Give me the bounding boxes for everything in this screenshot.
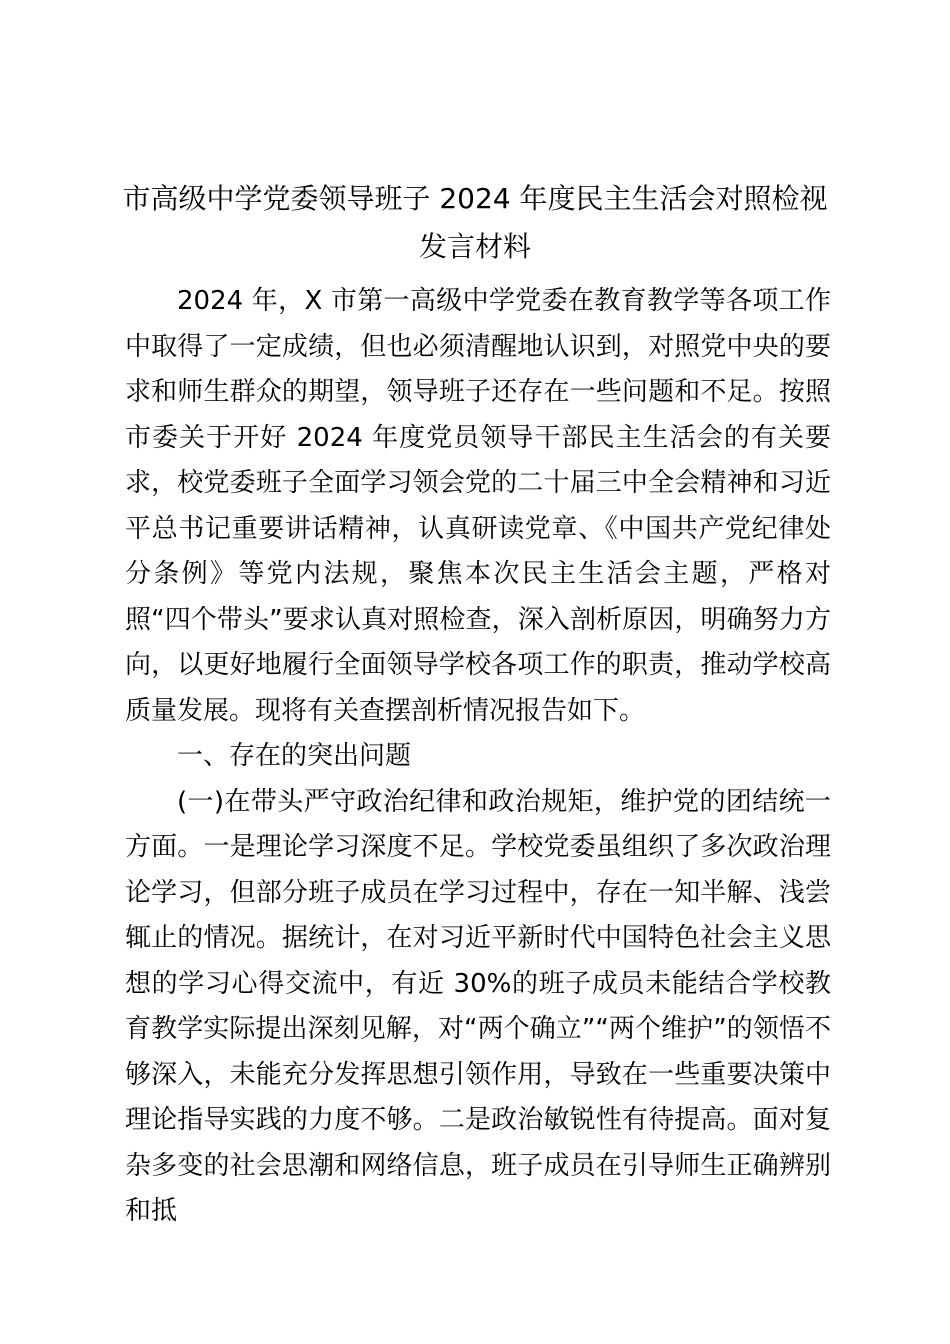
document-body [125,279,831,1235]
intro-paragraph: 2024 年，X 市第一高级中学党委在教育教学等各项工作中取得了一定成绩，但也必须清醒地认识到，对照党中央的要求和师生群众的期望，领导班子还存在一些问题和不足。按照市委关于开好 2024 年度党员领导干部民主生活会的有关要求，校党委班子全面学习领会党的二十届三中全会精神和习近平总书记重要讲话精神，认真研读党章、《中国共产党纪律处分条例》等党内法规，聚焦本次民主生活会主题，严格对照“四个带头”要求认真对照检查，深入剖析原因，明确努力方向，以更好地履行全面领导学校各项工作的职责，推动学校高质量发展。现将有关查摆剖析情况报告如下。 [125,286,831,726]
section-heading: 一、存在的突出问题 [177,741,412,771]
section-paragraph: (一)在带头严守政治纪律和政治规矩，维护党的团结统一方面。一是理论学习深度不足。学校党委虽组织了多次政治理论学习，但部分班子成员在学习过程中，存在一知半解、浅尝辄止的情况。据统计，在对习近平新时代中国特色社会主义思想的学习心得交流中，有近 30%的班子成员未能结合学校教育教学实际提出深刻见解，对“两个确立”“两个维护”的领悟不够深入，未能充分发挥思想引领作用，导致在一些重要决策中理论指导实践的力度不够。二是政治敏锐性有待提高。面对复杂多变的社会思潮和网络信息，班子成员在引导师生正确辨别和抵 [125,786,831,1226]
document-title: 市高级中学党委领导班子 2024 年度民主生活会对照检视发言材料 [122,182,828,263]
